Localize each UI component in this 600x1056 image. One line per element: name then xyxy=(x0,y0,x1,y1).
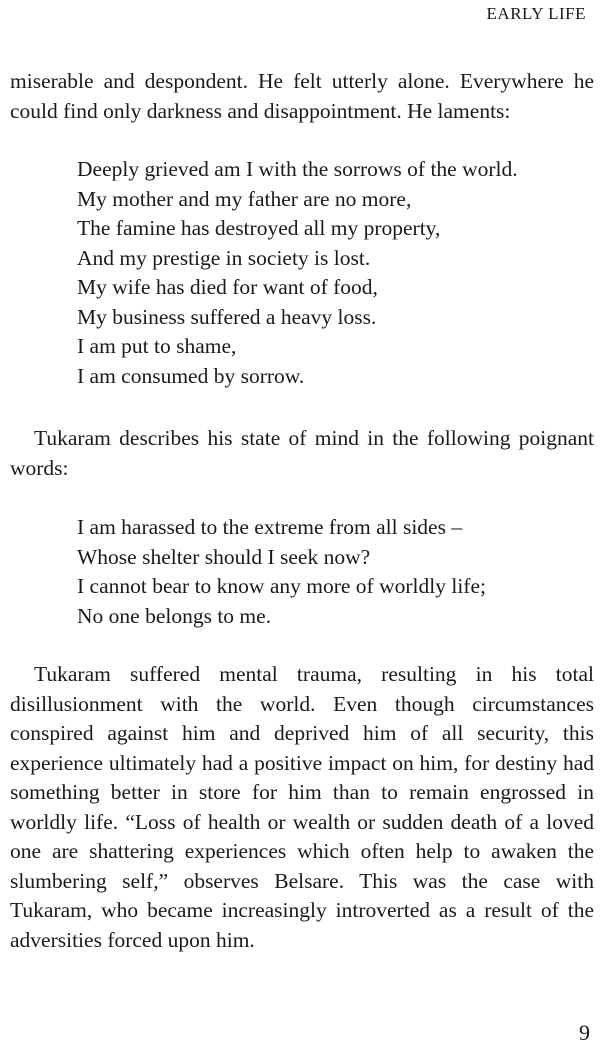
running-head: EARLY LIFE xyxy=(486,4,586,23)
paragraph-1: miserable and despondent. He felt utterly alone. Everywhere he could find only darkness and disappointment. He laments: xyxy=(10,69,594,123)
verse-line: And my prestige in society is lost. xyxy=(77,245,371,270)
verse-line: I am put to shame, xyxy=(77,334,237,358)
verse-line: I am consumed by sorrow. xyxy=(77,363,305,388)
paragraph-3: Tukaram suffered mental trauma, resulting in his total disillusionment with the world. Even though circumstances conspired against him and deprived him of all security, this experience ultimately had a positive impact on him, for destiny had something better in store for him than to remain engrossed in worldly life. “Loss of health or wealth or sudden death of a loved one are shattering experiences which often help to awaken the slumbering self,” observes Belsare. This was the case with Tukaram, who became increasingly introverted as a result of the adversities forced upon him. xyxy=(10,662,594,952)
verse-line: Whose shelter should I seek now? xyxy=(77,544,371,569)
verse-line: The famine has destroyed all my property, xyxy=(77,216,441,240)
verse-block-1 xyxy=(77,155,592,391)
verse-line: My mother and my father are no more, xyxy=(77,186,412,211)
verse-line: My business suffered a heavy loss. xyxy=(77,304,377,329)
verse-line: I am harassed to the extreme from all sides – xyxy=(77,515,463,539)
verse-block-2 xyxy=(77,513,592,631)
verse-line: My wife has died for want of food, xyxy=(77,275,378,299)
verse-line: I cannot bear to know any more of worldly life; xyxy=(77,574,486,598)
paragraph-2: Tukaram describes his state of mind in the following poignant words: xyxy=(10,426,594,480)
page-number: 9 xyxy=(579,1020,590,1045)
verse-line: Deeply grieved am I with the sorrows of the world. xyxy=(77,157,518,181)
verse-line: No one belongs to me. xyxy=(77,603,272,628)
